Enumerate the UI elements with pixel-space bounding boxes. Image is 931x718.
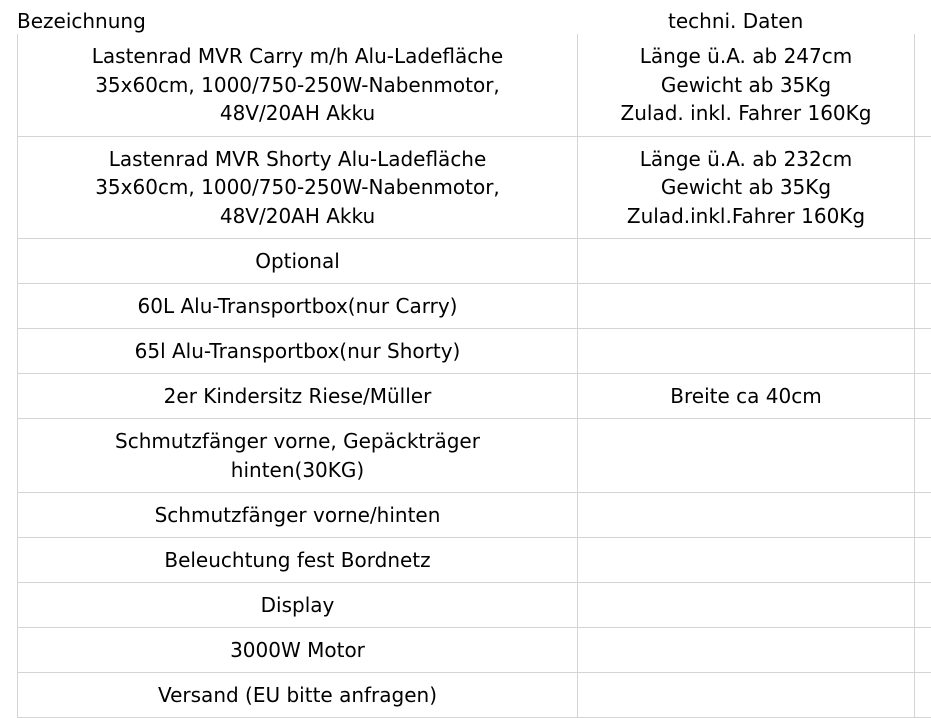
- technical-data-cell: [578, 673, 915, 717]
- technical-data-cell: [578, 284, 915, 328]
- column-header-technical-data: techni. Daten: [668, 9, 804, 33]
- product-name-cell: [17, 239, 578, 283]
- product-name-cell: [17, 583, 578, 627]
- empty-cell: [915, 329, 931, 373]
- table-row: [17, 583, 931, 628]
- technical-data-line: Gewicht ab 35Kg: [660, 72, 832, 97]
- table-row: [17, 374, 931, 419]
- product-name-line: Lastenrad MVR Shorty Alu-Ladefläche: [108, 146, 487, 171]
- table-row: [17, 673, 931, 718]
- product-name-line: 3000W Motor: [230, 637, 365, 662]
- product-name-cell: [17, 137, 578, 238]
- empty-cell: [915, 673, 931, 717]
- product-name-line: Versand (EU bitte anfragen): [157, 682, 438, 707]
- empty-cell: [915, 239, 931, 283]
- technical-data-line: Breite ca 40cm: [670, 383, 822, 408]
- product-name-line: 35x60cm, 1000/750-250W-Nabenmotor,: [95, 72, 500, 97]
- empty-cell: [915, 374, 931, 418]
- empty-cell: [915, 34, 931, 136]
- product-name-line: 48V/20AH Akku: [219, 101, 376, 126]
- table-row: [17, 419, 931, 493]
- product-name-line: 65l Alu-Transportbox(nur Shorty): [134, 338, 461, 363]
- technical-data-line: Länge ü.A. ab 232cm: [639, 146, 853, 171]
- product-name-line: Schmutzfänger vorne, Gepäckträger: [115, 429, 480, 453]
- technical-data-line: Zulad.inkl.Fahrer 160Kg: [626, 203, 866, 228]
- technical-data-cell: [578, 137, 915, 238]
- product-name-cell: [17, 34, 578, 136]
- technical-data-cell: [578, 374, 915, 418]
- product-name-cell: [17, 284, 578, 328]
- technical-data-cell: [578, 493, 915, 537]
- empty-cell: [915, 583, 931, 627]
- product-name-line: Display: [260, 592, 335, 617]
- empty-cell: [915, 493, 931, 537]
- product-name-cell: [17, 329, 578, 373]
- product-name-line: Schmutzfänger vorne/hinten: [154, 502, 441, 527]
- empty-cell: [915, 538, 931, 582]
- empty-cell: [915, 419, 931, 492]
- product-name-line: 35x60cm, 1000/750-250W-Nabenmotor,: [95, 175, 500, 200]
- technical-data-cell: [578, 538, 915, 582]
- table-row: [17, 137, 931, 239]
- product-name-line: Beleuchtung fest Bordnetz: [164, 547, 431, 572]
- column-header-bezeichnung: Bezeichnung: [17, 9, 146, 33]
- table-row: [17, 628, 931, 673]
- product-name-line: 48V/20AH Akku: [219, 203, 376, 228]
- empty-cell: [915, 284, 931, 328]
- technical-data-cell: [578, 239, 915, 283]
- product-name-line: Lastenrad MVR Carry m/h Alu-Ladefläche: [91, 44, 504, 69]
- table-row: [17, 538, 931, 583]
- table-row: [17, 239, 931, 284]
- product-name-cell: [17, 374, 578, 418]
- empty-cell: [915, 628, 931, 672]
- empty-cell: [915, 137, 931, 238]
- product-table: [17, 34, 931, 718]
- product-name-line: 60L Alu-Transportbox(nur Carry): [137, 293, 458, 318]
- technical-data-cell: [578, 329, 915, 373]
- technical-data-cell: [578, 583, 915, 627]
- product-name-cell: [17, 628, 578, 672]
- table-row: [17, 284, 931, 329]
- technical-data-line: Gewicht ab 35Kg: [660, 175, 832, 200]
- product-name-line: 2er Kindersitz Riese/Müller: [163, 383, 432, 408]
- technical-data-line: Zulad. inkl. Fahrer 160Kg: [620, 101, 872, 126]
- product-name-cell: [17, 673, 578, 717]
- product-name-line: hinten(30KG): [230, 457, 365, 482]
- technical-data-cell: [578, 419, 915, 492]
- table-row: [17, 329, 931, 374]
- product-name-cell: [17, 538, 578, 582]
- table-row: [17, 493, 931, 538]
- technical-data-cell: [578, 34, 915, 136]
- technical-data-line: Länge ü.A. ab 247cm: [639, 44, 853, 69]
- table-row: [17, 34, 931, 137]
- product-name-cell: [17, 419, 578, 492]
- technical-data-cell: [578, 628, 915, 672]
- product-name-cell: [17, 493, 578, 537]
- product-name-line: Optional: [255, 248, 340, 273]
